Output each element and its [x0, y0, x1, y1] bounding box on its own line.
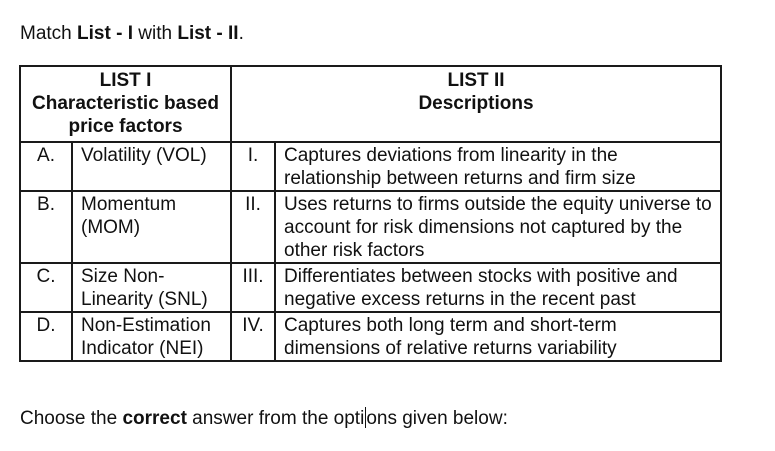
list-two-label: List - II — [177, 23, 239, 44]
intro-with: with — [132, 23, 178, 44]
list-two-title: LIST II — [447, 70, 505, 91]
list-one-label: List - I — [77, 23, 133, 44]
table-header-row — [20, 66, 721, 142]
list-two-description: Captures deviations from linearity in the relationship between returns and firm size — [275, 142, 721, 191]
list-two-description: Captures both long term and short-term dimensions of relative returns variability — [275, 312, 721, 361]
instruction-text-end: ons given below: — [366, 408, 508, 429]
row-label: D. — [20, 312, 72, 361]
row-numeral: II. — [231, 191, 275, 263]
row-numeral: I. — [231, 142, 275, 191]
intro-text: Match — [20, 23, 78, 44]
table-row — [20, 263, 721, 312]
list-one-item: Volatility (VOL) — [72, 142, 231, 191]
row-numeral: III. — [231, 263, 275, 312]
instruction-emphasis: correct — [122, 408, 187, 429]
list-two-description: Uses returns to firms outside the equity universe to account for risk dimensions not captured by the other risk factors — [275, 191, 721, 263]
instruction-text-rest: answer from the opti — [186, 408, 365, 429]
row-label: A. — [20, 142, 72, 191]
list-one-item: Non-Estimation Indicator (NEI) — [72, 312, 231, 361]
list-one-subtitle-1: Characteristic based — [32, 93, 219, 114]
question-intro — [20, 22, 244, 46]
list-two-description: Differentiates between stocks with positive and negative excess returns in the recent past — [275, 263, 721, 312]
match-table — [19, 65, 722, 362]
row-label: C. — [20, 263, 72, 312]
table-row — [20, 312, 721, 361]
table-row — [20, 191, 721, 263]
list-one-item: Size Non-Linearity (SNL) — [72, 263, 231, 312]
list-one-item: Momentum (MOM) — [72, 191, 231, 263]
answer-instruction[interactable] — [20, 407, 508, 431]
row-label: B. — [20, 191, 72, 263]
list-two-header — [231, 66, 721, 142]
list-one-subtitle-2: price factors — [68, 116, 183, 137]
row-numeral: IV. — [231, 312, 275, 361]
intro-period: . — [238, 23, 244, 44]
list-one-header — [20, 66, 231, 142]
instruction-text: Choose the — [20, 408, 123, 429]
list-two-subtitle: Descriptions — [418, 93, 534, 114]
table-row — [20, 142, 721, 191]
list-one-title: LIST I — [99, 70, 152, 91]
